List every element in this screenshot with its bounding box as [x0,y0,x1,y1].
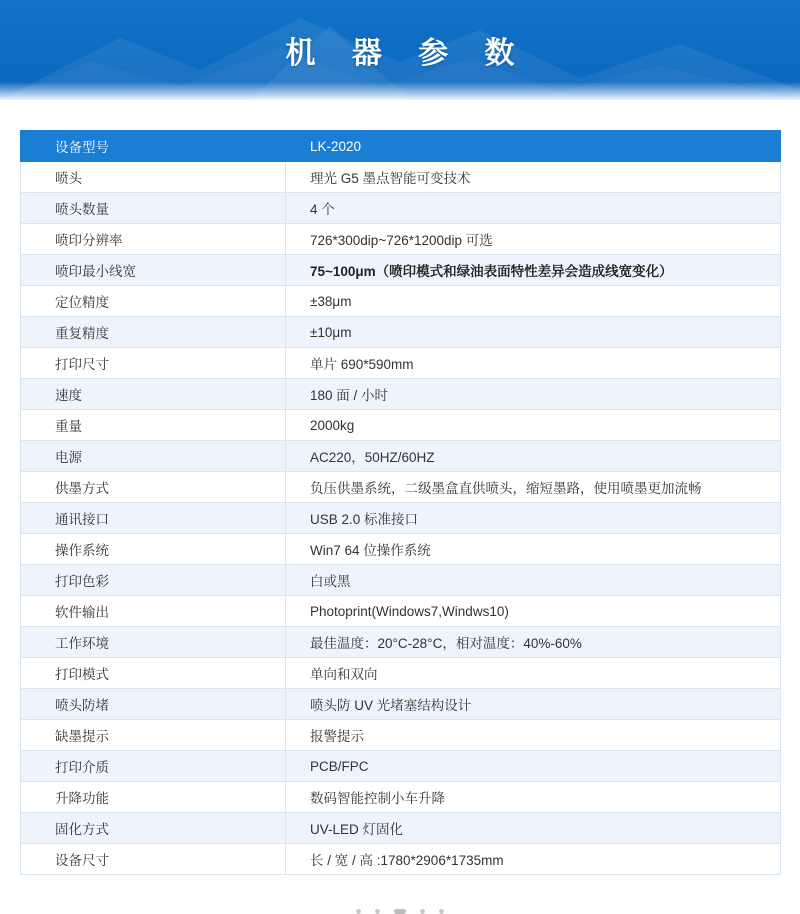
page-title: 机 器 参 数 [285,37,529,70]
spec-value-cell: ±10μm [286,317,781,348]
table-row [21,286,781,317]
spec-value-cell: 180 面 / 小时 [286,379,781,410]
spec-value-cell: 单向和双向 [286,658,781,689]
table-row [21,720,781,751]
spec-value-cell: USB 2.0 标准接口 [286,503,781,534]
pagination-dot[interactable] [420,909,425,914]
spec-label-cell: 设备尺寸 [21,844,286,875]
spec-value-cell: UV-LED 灯固化 [286,813,781,844]
spec-label-cell: 供墨方式 [21,472,286,503]
banner-fade [0,82,800,100]
table-row [21,689,781,720]
spec-table-container [0,100,800,875]
spec-value-cell: PCB/FPC [286,751,781,782]
table-row [21,596,781,627]
table-row [21,255,781,286]
pagination-dot[interactable] [439,909,444,914]
spec-value-cell: 报警提示 [286,720,781,751]
table-row [21,162,781,193]
table-row [21,627,781,658]
pagination-dot[interactable] [356,909,361,914]
spec-label-cell: 喷头防堵 [21,689,286,720]
spec-label-cell: 打印色彩 [21,565,286,596]
pagination-dot[interactable] [375,909,380,914]
spec-value-cell: 最佳温度：20°C-28°C，相对温度：40%-60% [286,627,781,658]
spec-label-cell: 定位精度 [21,286,286,317]
spec-label-cell: 重复精度 [21,317,286,348]
table-row [21,565,781,596]
spec-label-cell: 速度 [21,379,286,410]
pagination-dot-active[interactable] [394,909,406,914]
table-row [21,348,781,379]
spec-label-cell: 喷印分辨率 [21,224,286,255]
spec-value-cell: 单片 690*590mm [286,348,781,379]
table-row [21,379,781,410]
page-banner [0,0,800,100]
table-row [21,534,781,565]
spec-value-cell: 2000kg [286,410,781,441]
spec-value-cell: 数码智能控制小车升降 [286,782,781,813]
table-row [21,844,781,875]
spec-value-cell: ±38μm [286,286,781,317]
spec-label-cell: 重量 [21,410,286,441]
pagination-dots [0,909,800,914]
spec-value-cell: 4 个 [286,193,781,224]
spec-label-cell: 固化方式 [21,813,286,844]
table-row [21,410,781,441]
spec-label-cell: 升降功能 [21,782,286,813]
machine-parameters-table [20,130,781,875]
spec-value-cell: 长 / 宽 / 高 :1780*2906*1735mm [286,844,781,875]
spec-label-cell: 通讯接口 [21,503,286,534]
spec-value-cell: 喷头防 UV 光堵塞结构设计 [286,689,781,720]
table-row [21,441,781,472]
spec-value-cell: Win7 64 位操作系统 [286,534,781,565]
spec-label-cell: 缺墨提示 [21,720,286,751]
spec-value-cell: Photoprint(Windows7,Windws10) [286,596,781,627]
table-row [21,472,781,503]
spec-value-cell: 75~100μm（喷印模式和绿油表面特性差异会造成线宽变化） [286,255,781,286]
table-header-row [21,131,781,162]
spec-label-cell: 工作环境 [21,627,286,658]
spec-label-cell: 打印尺寸 [21,348,286,379]
table-row [21,193,781,224]
table-row [21,317,781,348]
spec-value-cell: AC220，50HZ/60HZ [286,441,781,472]
spec-label-cell: 喷头数量 [21,193,286,224]
spec-label-cell: 喷印最小线宽 [21,255,286,286]
spec-label-cell: 打印介质 [21,751,286,782]
table-row [21,503,781,534]
spec-value-cell: 理光 G5 墨点智能可变技术 [286,162,781,193]
table-row [21,751,781,782]
table-row [21,782,781,813]
header-value-cell: LK-2020 [286,131,781,162]
spec-label-cell: 操作系统 [21,534,286,565]
spec-label-cell: 打印模式 [21,658,286,689]
spec-label-cell: 电源 [21,441,286,472]
spec-label-cell: 喷头 [21,162,286,193]
spec-value-cell: 负压供墨系统，二级墨盒直供喷头，缩短墨路，使用喷墨更加流畅 [286,472,781,503]
header-label-cell: 设备型号 [21,131,286,162]
table-row [21,813,781,844]
spec-label-cell: 软件输出 [21,596,286,627]
table-row [21,224,781,255]
spec-value-cell: 726*300dip~726*1200dip 可选 [286,224,781,255]
spec-value-cell: 白或黑 [286,565,781,596]
table-row [21,658,781,689]
